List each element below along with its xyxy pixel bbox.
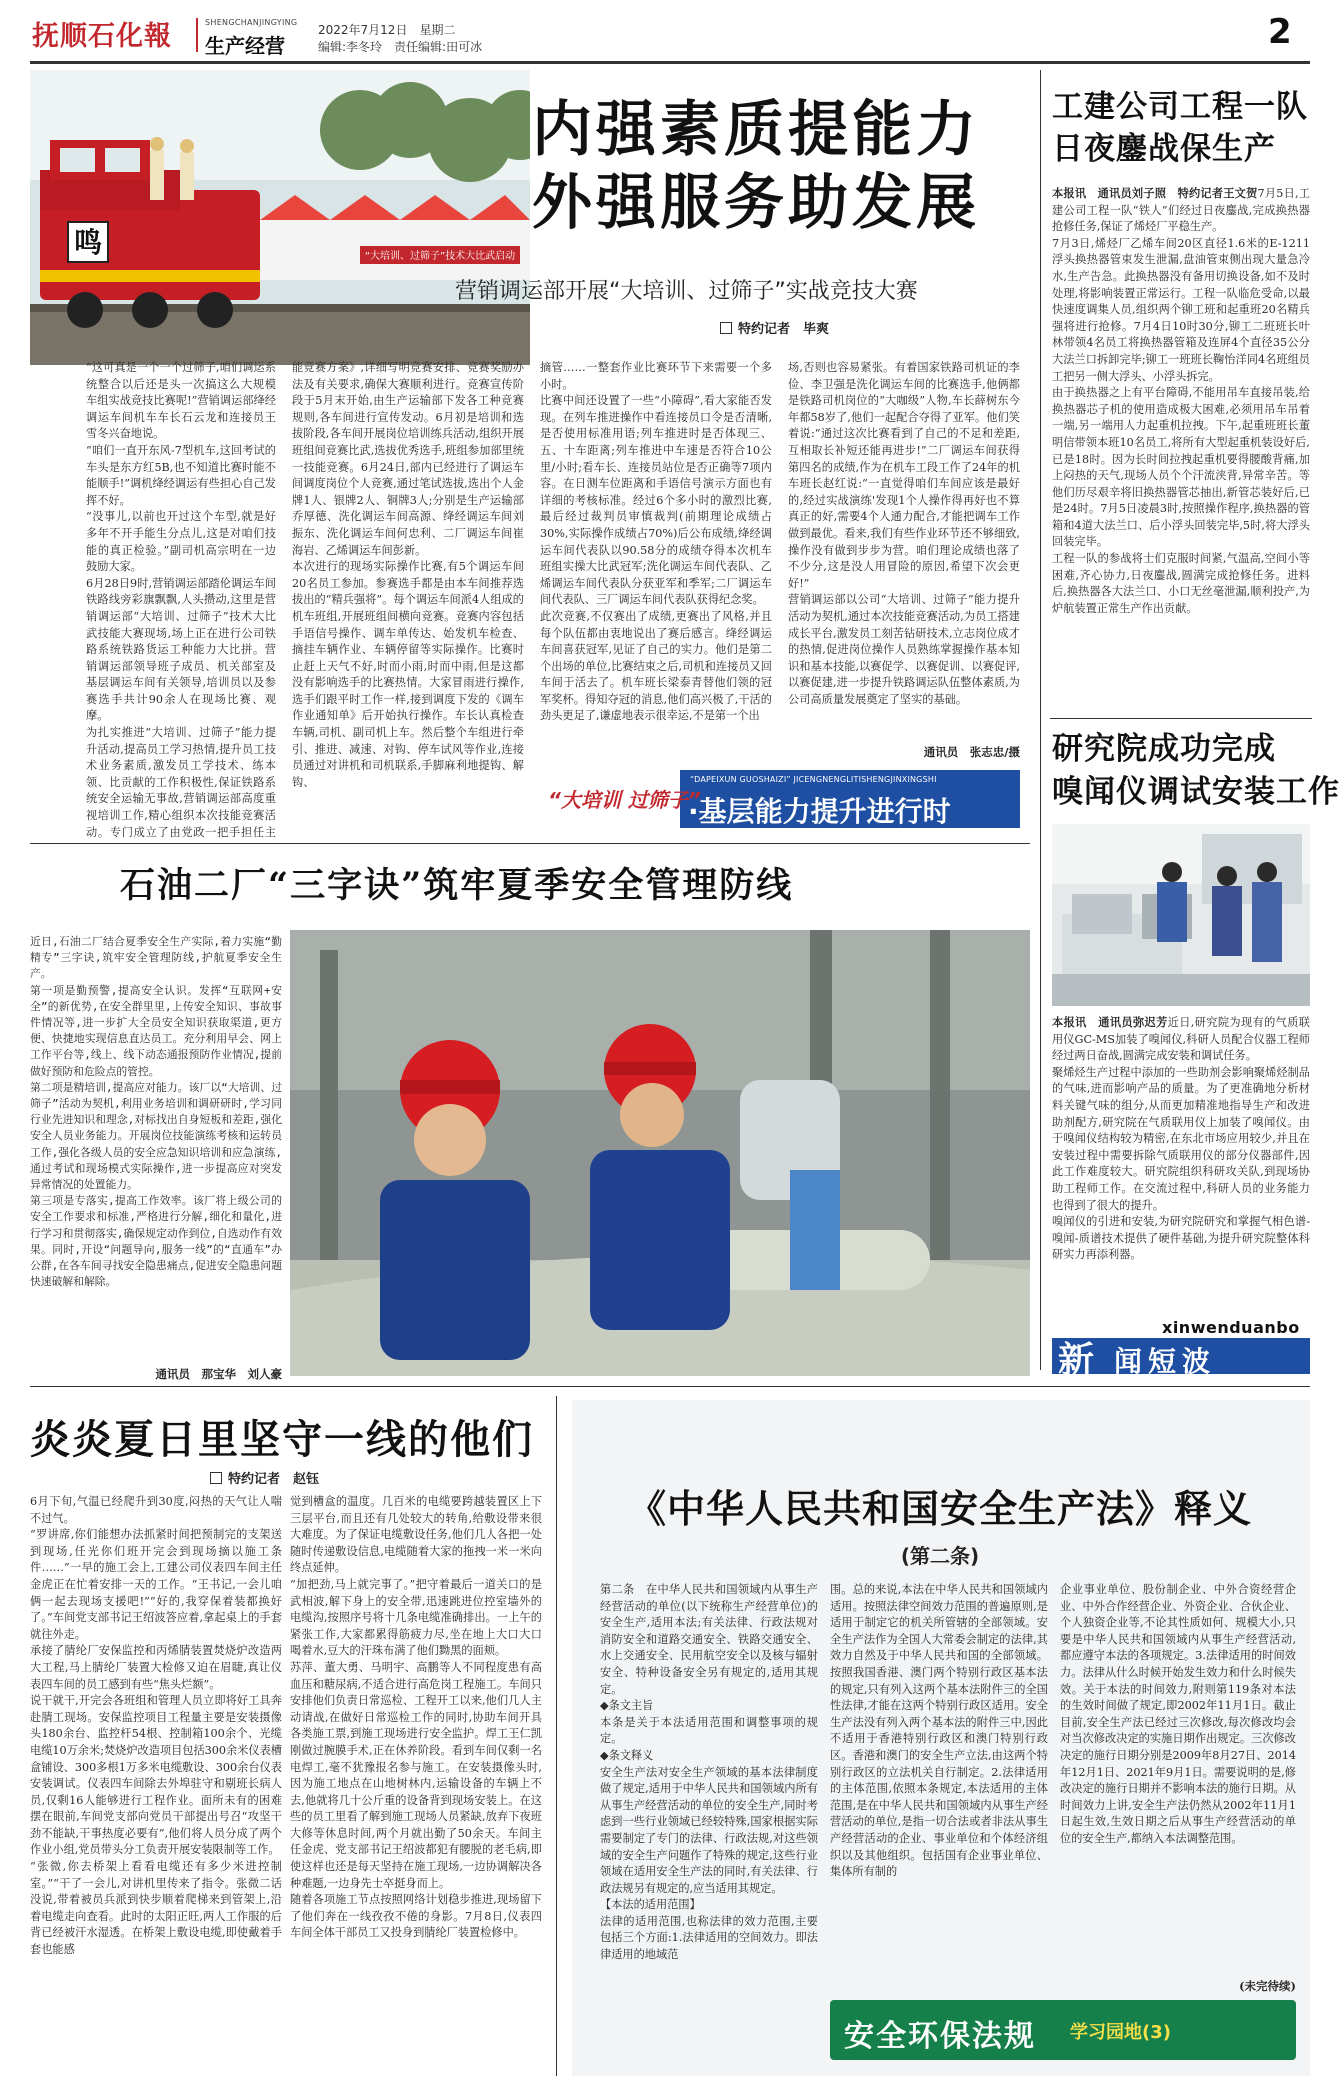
summer-col-1: 6月下旬,气温已经爬升到30度,闷热的天气让人喘不过气。 “罗讲席,你们能想办法抓紧时间把预制完的支架送到现场,任光你们班开完会到现场摘以施工条件……”一早的施工会上,工建公司仪表四车间主任金虎正在忙着安排一天的工作。“王书记,一会儿咱俩一起去现场支援吧!”“好的,我穿保着装都换好了。”车间党支部书记王绍波答应着,拿起桌上的手套就往外走。 承接了腈纶厂安保监控和丙烯腈装置焚烧炉改造两大工程,马上腈纶厂装置大检修又迫在眉睫,真让仪表四车间的员工感到有些“焦头烂额”。 说干就干,开完会各班组和管理人员立即将好工具奔赴腈工现场。安保监控项目工程量主要是安装摄像头180余台、监控杆54根、控制箱100余个、光缆电缆10万余米;焚烧炉改造项目包括300余米仪表槽盒铺设、300多根1万多米电缆敷设、300余台仪表安装调试。仪表四车间除去外埠驻守和剔班长病人员,仅剩16人能够进行工程作业。面所未有的困难摆在眼前,车间党支部向党员干部提出号召“攻坚干劲不能缺,干事热度必要有”,他们将人员分成了两个作业小组,党员带头分工负责开展安装限制等工作。 “张微,你去桥架上看看电缆还有多少米进控制室。”“干了一会儿,对讲机里传来了指令。张微二话没说,带着被员兵派到快步顺着爬梯来到管架上,沿着电缆走向查看。此时的太阳正旺,两人工作服的后背已经被汗水湿透。在桥架上敷设电缆,即使戴着手套也能感 — [30, 1495, 282, 1957]
factory2-body: 近日,石油二厂结合夏季安全生产实际,着力实施“勤精专”三字诀,筑牢安全管理防线,护航夏季安全生产。 第一项是勤预警,提高安全认识。发挥“互联网+安全”的新优势,在安全群里里,上传安全知识、事故事件情况等,进一步扩大全员安全知识获取渠道,更方便、快捷地实现信息直达员工。充分利用早会、网上工作平台等,线上、线下动态通报预防作业情况,提前做好预防和危险点的管控。 第二项是精培训,提高应对能力。该厂以“大培训、过筛子”活动为契机,利用业务培训和调研研时,学习同行业先进知识和理念,对标找出自身短板和差距,强化安全人员业务能力。开展岗位技能演练考核和运转员工作,强化各级人员的安全应急知识培训和应急演练,通过考试和现场模式实际操作,进一步提高应对突发异常情况的处置能力。 第三项是专落实,提高工作效率。该厂将上级公司的安全工作要求和标准,严格进行分解,细化和量化,进行学习和贯彻落实,确保规定动作到位,自选动作有效果。同时,开设“问题导向,服务一线”的“直通车”办公群,在各车间寻找安全隐患痛点,促进安全隐患问题快速破解和解除。 — [30, 935, 282, 1289]
right2-text: 近日,研究院为现有的气质联用仪GC-MS加装了嗅闻仪,科研人员配合仪器工程师经过两日奋战,圆满完成安装和调试任务。 聚烯烃生产过程中添加的一些助剂会影响聚烯烃制品的气味,进而影响产品的质量。为了更准确地分析材料关键气味的组分,从而更加精准地指导生产和改进助剂配方,研究院在气质联用仪上加装了嗅闻仪。由于嗅闻仪结构较为精密,在东北市场应用较少,并且在安装过程中需要拆除气质联用仪的部分仪器部件,因此工作难度较大。研究院组织科研攻关队,到现场协助工程师工作。在交流过程中,科研人员的业务能力也得到了很大的提升。 嗅闻仪的引进和安装,为研究院研究和掌握气相色谱-嗅闻-质谱技术提供了硬件基础,为提升研究院整体科研实力再添利器。 — [1052, 1016, 1310, 1262]
summer-right-divider — [556, 1396, 557, 2076]
right2-body — [1052, 1014, 1310, 1314]
right-col-divider — [1040, 70, 1041, 1370]
law-col-3: 企业事业单位、股份制企业、中外合资经营企业、中外合作经营企业、外资企业、合伙企业、个人独资企业等,不论其性质如何、规模大小,只要是中华人民共和国领域内从事生产经营活动,都应遵守本法的各项规定。3.法律适用的时间效力。法律从什么时候开始发生效力和什么时候失效。关于本法的时间效力,附则第119条对本法的生效时间做了规定,即2002年11月1日。截止目前,安全生产法已经过三次修改,每次修改均会对当次修改决定的实施日期作出规定。三次修改决定的施行日期分别是2009年8月27日、2014年12月1日、2021年9月1日。需要说明的是,修改决定的施行日期并不影响本法的施行日期。从时间效力上讲,安全生产法仍然从2002年11月1日起生效,生效日期之后从事生产经营活动的单位的安全生产,都纳入本法调整范围。 — [1060, 1583, 1296, 1845]
main-col-3: 摘管……一整套作业比赛环节下来需要一个多小时。 比赛中间还设置了一些“小障碍”,看大家能否发现。在列车推进操作中看连接员口令是否清晰,是否使用标准用语;列车推进时是否体现三、五、十车距离;列车推进中车速是否符合10公里/小时;看车长、连接员站位是否正确等7项内容。在日测车位距离和手语信号演示方面也有详细的考核标准。经过6个多小时的激烈比赛,最后经过裁判员审慎裁判(前期理论成绩占30%,实际操作成绩占70%)后公布成绩,绛经调运车间代表队以90.58分的成绩夺得本次机车班组实操大比武冠军;洗化调运车间代表队、乙烯调运车间代表队分获亚军和季军;二厂调运车间代表队、三厂调运车间代表队获得纪念奖。 此次竞赛,不仅赛出了成绩,更赛出了风格,并且每个队伍都由衷地说出了赛后感言。绛经调运车间喜获冠军,见证了自己的实力。他们是第二个出场的单位,比赛结束之后,司机和连接员又回车间于活去了。机车班长梁泰青替他们领的冠军奖杯。得知夺冠的消息,他们高兴极了,干活的劲头更足了,谦虚地表示很幸运,不是第一个出 — [540, 361, 772, 723]
main-subtitle: 营销调运部开展“大培训、过筛子”实战竞技大赛 — [455, 279, 918, 304]
right1-title-line1: 工建公司工程一队 — [1052, 89, 1308, 125]
photo-banner-text: “大培训、过筛子”技术大比武启动 — [364, 251, 516, 262]
main-bottom-rule — [30, 843, 1030, 844]
factory2-credit: 通讯员 那宝华 刘人豪 — [155, 1367, 282, 1381]
main-title-line1: 内强素质提能力 — [532, 95, 980, 165]
issue-date: 2022年7月12日 星期二 — [318, 23, 456, 37]
main-byline-text: 特约记者 毕爽 — [738, 322, 830, 337]
main-credit: 通讯员 张志忠/摄 — [923, 745, 1020, 759]
law-subtitle: (第二条) — [900, 1544, 980, 1568]
train-photo — [30, 70, 530, 365]
editor-credits: 编辑:李冬玲 责任编辑:田可冰 — [318, 40, 483, 54]
main-title-line2: 外强服务助发展 — [532, 168, 980, 238]
right1-body — [1052, 185, 1310, 710]
summer-byline-text: 特约记者 赵钰 — [228, 1472, 320, 1487]
eco-law-sub: 学习园地(3) — [1070, 2022, 1171, 2043]
banner-slogan: “大培训 过筛子” — [548, 788, 701, 812]
news-brief-rest: 闻短波 — [1114, 1345, 1217, 1378]
training-banner — [540, 770, 1020, 828]
law-end-note: (未完待续) — [1239, 1979, 1296, 1993]
eco-law-main: 安全环保法规 — [844, 2019, 1036, 2054]
summer-col-2: 觉到槽盒的温度。几百米的电缆要跨越装置区上下三层平台,而且还有几处较大的转角,给敷设带来很大难度。为了保证电缆敷设任务,他们几人各把一处随时传递敷设信息,电缆随着大家的拖拽一米一米向终点延伸。 “加把劲,马上就完事了。”把守着最后一道关口的是武相波,解下身上的安全带,迅速跳进位控室墙外的电缆沟,按照序号将十几条电缆准确排出。一上午的紧张工作,大家都累得筋疲力尽,坐在地上大口大口喝着水,豆大的汗珠布满了他们黝黑的面颊。 苏萍、董大勇、马明宇、高鹏等人不同程度患有高血压和糖尿病,不适合进行高危岗工程施工。车间只安排他们负责日常巡检、工程开工以来,他们几人主动请战,在做好日常巡检工作的同时,协助车间开具各类施工票,到施工现场进行安全监护。焊工王仁凯刚做过腕膜手术,正在休养阶段。看到车间仅剩一名电焊工,毫不犹豫报名参与施工。在安装摄像头时,因为施工地点在山地树林内,运输设备的车辆上不去,他就将几十公斤重的设备背到现场安装上。在这些的员工里看了解到施工现场人员紧缺,放弃下夜班大修等休息时间,两个月就出勤了50余天。车间主任金虎、党支部书记王绍波都犯有腰脱的老毛病,即使这样也还是每天坚持在施工现场,一边协调解决各种难题,一边身先士卒挺身而上。 随着各项施工节点按照网络计划稳步推进,现场留下了他们奔在一线孜孜不倦的身影。7月8日,仪表四车间全体干部员工又投身到腈纶厂装置检修中。 — [290, 1495, 542, 1940]
law-col-1: 第二条 在中华人民共和国领域内从事生产经营活动的单位(以下统称生产经营单位)的安全生产,适用本法;有关法律、行政法规对消防安全和道路交通安全、铁路交通安全、水上交通安全、民用航空安全以及核与辐射安全、特种设备安全另有规定的,适用其规定。 ◆条文主旨 本条是关于本法适用范围和调整事项的规定。 ◆条文释义 安全生产法对安全生产领域的基本法律制度做了规定,适用于中华人民共和国领域内所有从事生产经营活动的单位的安全生产,同时考虑到一些行业领域已经较特殊,国家根据实际需要制定了专门的法律、行政法规,对这些领域的安全生产问题作了特殊的规定,这些行业领域在适用安全生产法的同时,有关法律、行政法规另有规定的,应当适用其规定。 【本法的适用范围】 法律的适用范围,也称法律的效力范围,主要包括三个方面:1.法律适用的空间效力。即法律适用的地域范 — [600, 1583, 818, 1962]
section-name: 生产经营 — [205, 34, 285, 58]
factory2-bottom-rule — [30, 1386, 1310, 1387]
law-title: 《中华人民共和国安全生产法》释义 — [627, 1487, 1252, 1531]
masthead — [0, 0, 1340, 60]
law-col-2: 围。总的来说,本法在中华人民共和国领域内适用。按照法律空间效力范围的普遍原则,是适用于制定它的机关所管辖的全部领域。安全生产法作为全国人大常委会制定的法律,其效力自然及于中华人民共和国的全部领域。按照我国香港、澳门两个特别行政区基本法的规定,只有列入这两个基本法附件三的全国性法律,才能在这两个特别行政区适用。安全生产法没有列入两个基本法的附件三中,因此不适用于香港特别行政区和澳门特别行政区。香港和澳门的安全生产立法,由这两个特别行政区的立法机关自行制定。2.法律适用的主体范围,依照本条规定,本法适用的主体范围,是在中华人民共和国领域内从事生产经营活动的单位,是指一切合法或者非法从事生产经营活动的企业、事业单位和个体经济组织以及其他组织。包括国有企业事业单位、集体所有制的 — [830, 1583, 1048, 1879]
right1-bottom-rule — [1050, 718, 1312, 719]
main-col-1: “这可真是一个一个过筛子,咱们调运系统整合以后还是头一次搞这么大规模车组实战竞技比赛呢!”营销调运部绛经调运车间机车车长石云龙和连接员王雪冬兴奋地说。 “咱们一直开东风-7型机车,这回考试的车头是东方红5B,也不知道比赛时能不能顺手!”调机绛经调运有些担心自己发挥不好。 “没事儿,以前也开过这个车型,就是好多年不开手能生分点儿,这是对咱们技能的真正检验。”副司机高宗明在一边鼓励大家。 6月28日9时,营销调运部踏伦调运车间铁路线旁彩旗飘飘,人头攒动,这里是营销调运部“大培训、过筛子”技术大比武技能大赛现场,场上正在进行公司铁路系统铁路货运工种能力大比拼。营销调运部领导班子成员、机关部室及基层调运车间有关领导,培训员以及参赛选手共计90余人在现场比赛、观摩。 为扎实推进“大培训、过筛子”能力提升活动,提高员工学习热情,提升员工技术业务素质,激发员工学技术、练本领、比贡献的工作积极性,保证铁路系统安全运输无事故,营销调运部高度重视培训工作,精心组织本次技能竞赛活动。专门成立了由党政一把手担任主 — [86, 361, 276, 838]
news-brief-label — [1052, 1318, 1310, 1381]
right2-title-line1: 研究院成功完成 — [1052, 731, 1276, 767]
right1-text: 7月5日,工建公司工程一队“铁人”们经过日夜鏖战,完成换热器抢修任务,保证了烯烃厂平稳生产。 7月3日,烯烃厂乙烯车间20区直径1.6米的E-1211浮头换热器管束发生泄漏,盘油管束侧出现大量急冷水,生产告急。此换热器没有备用切换设备,如不及时处理,将影响装置正常运行。工程一队临危受命,以最快速度调集人员,组织两个铆工班和起重班20名精兵强将进行抢修。7月4日10时30分,铆工二班班长叶林带领4名员工将换热器管箱及连屏4个直径35公分大法兰口拆卸完毕;铆工一班班长鞠怡洋同4名班组员工把另一侧大浮头、小浮头拆完。 由于换热器之上有平台障碍,不能用吊车直接吊装,给换热器芯子机的使用造成极大困难,必须用吊车吊着一端,另一端用人力起重机拉拽。下午,起重班班长董明信带领本班10名员工,将所有大型起重机装设好后,已是18时。因为长时间拉拽起重机要得腰酸背痛,加上闷热的天气,现场人员个个汗流浃背,异常辛苦。等他们历尽艰辛将旧换热器管芯抽出,新管芯装好后,已是24时。7月5日凌晨3时,按照操作程序,换热器的管箱和4道大法兰口、后小浮头回装完毕,5时,将大浮头回装完毕。 工程一队的参战将士们克服时间紧,气温高,空间小等困难,齐心协力,日夜鏖战,圆满完成抢修任务。进料后,换热器各大法兰口、小口无丝毫泄漏,顺利投产,为炉航装置正常生产作出贡献。 — [1052, 187, 1310, 615]
square-icon — [720, 322, 732, 334]
photo-plate-text: 鸣 — [73, 226, 103, 259]
banner-pinyin: “DAPEIXUN GUOSHAIZI” JICENGNENGLITISHENGJINXINGSHI — [690, 775, 937, 784]
masthead-divider — [196, 18, 198, 52]
factory2-title: 石油二厂“三字诀”筑牢夏季安全管理防线 — [120, 865, 794, 906]
banner-main: ·基层能力提升进行时 — [688, 795, 951, 828]
section-pinyin: SHENGCHANJINGYING — [205, 18, 298, 27]
news-brief-pinyin: xinwenduanbo — [1162, 1318, 1300, 1337]
right1-byline: 本报讯 通讯员刘子照 特约记者王文贺 — [1052, 186, 1258, 200]
workers-photo — [290, 930, 1030, 1376]
main-col-4: 场,否则也容易紧张。有着国家铁路司机证的李俭、李卫强是洗化调运车间的比赛选手,他俩都是铁路司机岗位的“大咖级”人物,车长薛树东今年都58岁了,他们一起配合夺得了亚军。他们笑着说:“通过这次比赛看到了自己的不足和差距,互相取长补短还能再进步!”二厂调运车间获得第四名的成绩,作为在机车工段工作了24年的机车班长赵红说:“一直觉得咱们车间应该是最好的,经过实战演练'发现1个人操作得再好也不算真正的好,需要4个人通力配合,才能把调车工作做到最优。看来,我们有些作业环节还不够细致,操作没有做到步步为营。咱们理论成绩也落了不少分,这是没人用冒险的原因,希望下次会更好!” 营销调运部以公司“大培训、过筛子”能力提升活动为契机,通过本次技能竞赛活动,为员工搭建成长平台,激发员工刻苦钻研技术,立志岗位成才的热情,促进岗位操作人员熟练掌握操作基本知识和基本技能,以赛促学、以赛促训、以赛促评,以赛促建,进一步提升铁路调运队伍整体素质,为公司高质量发展奠定了坚实的基础。 — [788, 361, 1020, 706]
main-col-2: 能竞赛方案》,详细写明竞赛安排、竞赛奖励办法及有关要求,确保大赛顺利进行。竞赛宣传阶段于5月末开始,由生产运输部下发各工种竞赛规则,各车间进行宣传发动。6月初是培训和选拔阶段,各车间开展岗位培训练兵活动,组织开展班组间竞赛比武,选拔优秀选手,班组参加部里统一技能竞赛。6月24日,部内已经进行了调运车间调度岗位个人竞赛,通过笔试选拔,选出个人金牌1人、银牌2人、铜牌3人;分别是生产运输部乔厚德、洗化调运车间高源、绛经调运车间刘振东、洗化调运车间何忠利、二厂调运车间崔海岩、乙烯调运车间彭新。 本次进行的现场实际操作比赛,有5个调运车间20名员工参加。参赛选手都是由本车间推荐选拔出的“精兵强将”。每个调运车间派4人组成的机车班组,开展班组间横向竞赛。竞赛内容包括手语信号操作、调车单传达、始发机车检查、摘挂车辆作业、车辆停留等实际操作。比赛时止赶上天气不好,时而小雨,时而中雨,但是这都没有影响选手的比赛热情。大家冒雨进行操作,选手们跟平时工作一样,接到调度下发的《调车作业通知单》后开始执行操作。车长认真检查车辆,司机、副司机上车。然后整个车组进行牵引、推进、减速、对钩、停车试风等作业,连接员通过对讲机和司机联系,手脚麻利地提钩、解钩、 — [292, 361, 524, 789]
square-icon — [210, 1472, 222, 1484]
news-brief-first: 新 — [1058, 1340, 1095, 1381]
masthead-logo: 抚顺石化報 — [32, 21, 172, 52]
summer-byline — [210, 1468, 319, 1487]
main-byline — [720, 318, 829, 337]
right2-title-line2: 嗅闻仪调试安装工作 — [1052, 774, 1340, 810]
summer-title: 炎炎夏日里坚守一线的他们 — [30, 1417, 534, 1463]
right1-title-line2: 日夜鏖战保生产 — [1052, 131, 1276, 167]
masthead-rule — [30, 61, 1310, 64]
page-number: 2 — [1268, 12, 1292, 52]
eco-law-banner — [830, 2000, 1296, 2060]
lab-photo — [1052, 824, 1310, 1006]
right2-byline: 本报讯 通讯员弥迟芳 — [1052, 1015, 1168, 1029]
